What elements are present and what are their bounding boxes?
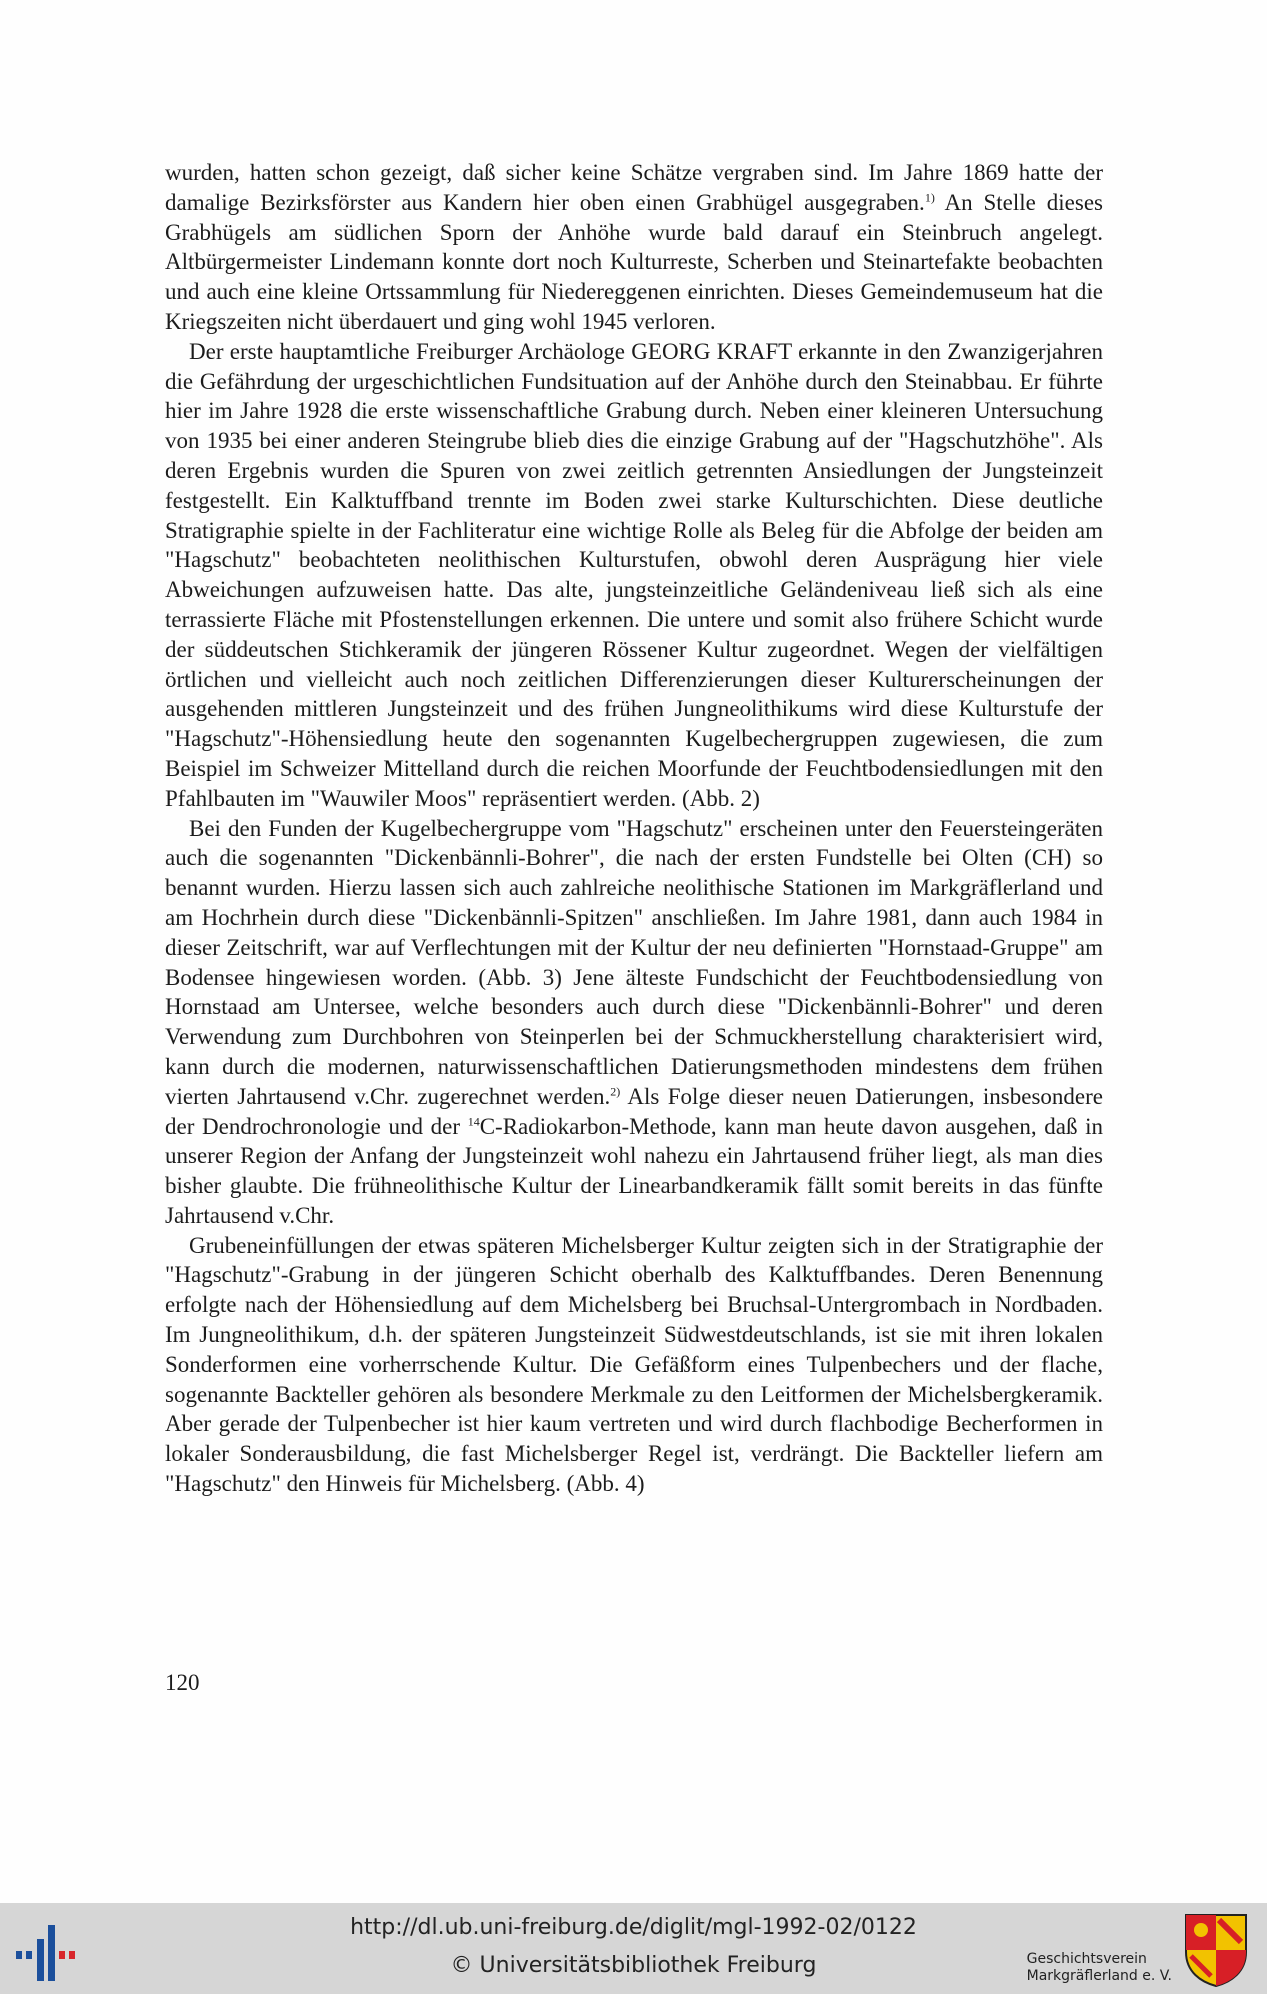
society-line-2: Markgräflerland e. V. — [1026, 1968, 1172, 1984]
footnote-ref-2: 2) — [610, 1084, 621, 1099]
paragraph-3: Bei den Funden der Kugelbechergruppe vom "Hagschutz" erscheinen unter den Feuersteingeräten auch die sogenannten "Dickenbännli-Bohrer", die nach der ersten Fundstelle bei Olten (CH) so benannt wurden. Hierzu lassen sich auch zahlreiche neolithische Stationen im Markgräflerland und am Hochrhein durch diese "Dickenbännli-Spitzen" anschließen. Im Jahre 1981, dann auch 1984 in dieser Zeitschrift, war auf Verflechtungen mit der Kultur der neu definierten "Hornstaad-Gruppe" am Bodensee hingewiesen worden. (Abb. 3) Jene älteste Fundschicht der Feuchtbodensiedlung von Hornstaad am Untersee, welche besonders auch durch diese "Dickenbännli-Bohrer" und deren Verwendung zum Durchbohren von Steinperlen bei der Schmuckherstellung charakterisiert wird, kann durch die modernen, naturwissenschaftlichen Datierungsmethoden mindestens dem frühen vierten Jahrtausend v.Chr. zugerechnet werden.$^{2)}$ Als Folge dieser neuen Datierungen, insbesondere der Dendrochronologie und der $^{14}$C-Radiokarbon-Methode, kann man heute davon ausgehen, daß in unserer Region der Anfang der Jungsteinzeit wohl nahezu ein Jahrtausend früher liegt, als man dies bisher glaubte. Die frühneolithische Kultur der Linearbandkeramik fällt somit bereits in das fünfte Jahrtausend v.Chr. — [165, 815, 1103, 1228]
footer-url-link[interactable]: http://dl.ub.uni-freiburg.de/diglit/mgl-1992-02/0122 — [350, 1915, 917, 1940]
page-number: 120 — [165, 1670, 200, 1695]
society-crest-icon[interactable] — [1183, 1912, 1249, 1988]
footer-bar — [0, 1903, 1267, 1994]
isotope-superscript: 14 — [467, 1113, 480, 1128]
paragraph-1: wurden, hatten schon gezeigt, daß sicher keine Schätze vergraben sind. Im Jahre 1869 hatte der damalige Bezirksförster aus Kandern hier oben einen Grabhügel ausgegraben.$^{1)}$ An Stelle dieses Grabhügels am südlichen Sporn der Anhöhe wurde bald darauf ein Steinbruch angelegt. Altbürgermeister Lindemann konnte dort noch Kulturreste, Scherben und Steinartefakte beobachten und auch eine kleine Ortssammlung für Niedereggenen einrichten. Dieses Gemeindemuseum hat die Kriegszeiten nicht überdauert und ging wohl 1945 verloren. — [165, 160, 1103, 334]
paragraph-4: Grubeneinfüllungen der etwas späteren Michelsberger Kultur zeigten sich in der Stratigraphie der "Hagschutz"-Grabung in der jüngeren Schicht oberhalb des Kalktuffbandes. Deren Benennung erfolgte nach der Höhensiedlung auf dem Michelsberg bei Bruchsal-Untergrombach in Nordbaden. Im Jungneolithikum, d.h. der späteren Jungsteinzeit Südwestdeutschlands, ist sie mit ihren lokalen Sonderformen eine vorherrschende Kultur. Die Gefäßform eines Tulpenbechers und der flache, sogenannte Backteller gehören als besondere Merkmale zu den Leitformen der Michelsbergkeramik. Aber gerade der Tulpenbecher ist hier kaum vertreten und wird durch flachbodige Becherformen in lokaler Sonderausbildung, die fast Michelsberger Regel ist, verdrängt. Die Backteller liefern am "Hagschutz" den Hinweis für Michelsberg. (Abb. 4) — [165, 1232, 1103, 1497]
society-line-1: Geschichtsverein — [1026, 1951, 1147, 1967]
society-name — [1027, 1951, 1172, 1985]
footnote-ref-1: 1) — [924, 190, 935, 205]
paragraph-2: Der erste hauptamtliche Freiburger Archäologe GEORG KRAFT erkannte in den Zwanzigerjahren die Gefährdung der urgeschichtlichen Fundsituation auf der Anhöhe durch den Steinabbau. Er führte hier im Jahre 1928 die erste wissenschaftliche Grabung durch. Neben einer kleineren Untersuchung von 1935 bei einer anderen Steingrube blieb dies die einzige Grabung auf der "Hagschutzhöhe". Als deren Ergebnis wurden die Spuren von zwei zeitlich getrennten Ansiedlungen der Jungsteinzeit festgestellt. Ein Kalktuffband trennte im Boden zwei starke Kulturschichten. Diese deutliche Stratigraphie spielte in der Fachliteratur eine wichtige Rolle als Beleg für die Abfolge der beiden am "Hagschutz" beobachteten neolithischen Kulturstufen, obwohl deren Ausprägung hier viele Abweichungen aufzuweisen hatte. Das alte, jungsteinzeitliche Geländeniveau ließ sich als eine terrassierte Fläche mit Pfostenstellungen erkennen. Die untere und somit also frühere Schicht wurde der süddeutschen Stichkeramik der jüngeren Rössener Kultur zugeordnet. Wegen der vielfältigen örtlichen und vielleicht auch noch zeitlichen Differenzierungen dieser Kulturerscheinungen der ausgehenden mittleren Jungsteinzeit und des frühen Jungneolithikums wird diese Kulturstufe der "Hagschutz"-Höhensiedlung heute den sogenannten Kugelbechergruppen zugewiesen, die zum Beispiel im Schweizer Mittelland durch die reichen Moorfunde der Feuchtbodensiedlungen mit den Pfahlbauten im "Wauwiler Moos" repräsentiert werden. (Abb. 2) — [165, 338, 1103, 811]
body-text — [165, 158, 1103, 1499]
footer-copyright: © Universitätsbibliothek Freiburg — [450, 1953, 817, 1978]
